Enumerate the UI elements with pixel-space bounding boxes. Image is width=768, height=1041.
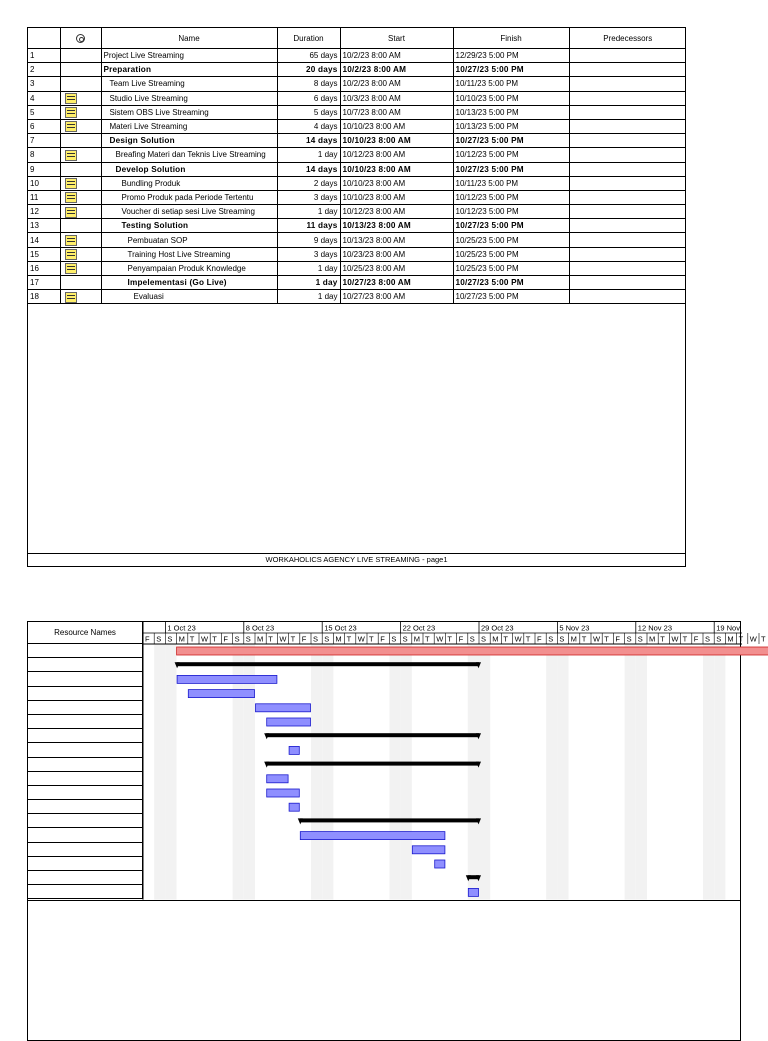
task-predecessors[interactable] [569, 219, 686, 233]
day-letter: M [492, 634, 499, 644]
resource-row[interactable] [28, 758, 143, 772]
task-start[interactable]: 10/10/23 8:00 AM [340, 162, 453, 176]
day-letter: T [761, 634, 766, 644]
day-letter: F [380, 634, 385, 644]
info-icon [76, 34, 85, 43]
table-row[interactable] [28, 63, 686, 77]
day-letter: S [716, 634, 722, 644]
notes-icon[interactable] [65, 235, 77, 246]
task-start[interactable]: 10/27/23 8:00 AM [340, 290, 453, 304]
table-row[interactable] [28, 190, 686, 204]
task-indicator[interactable] [60, 49, 101, 63]
resource-row[interactable] [28, 814, 143, 828]
header-start[interactable]: Start [340, 28, 453, 49]
task-start[interactable]: 10/7/23 8:00 AM [340, 105, 453, 119]
task-duration[interactable]: 1 day [277, 290, 340, 304]
resource-row[interactable] [28, 644, 143, 658]
task-predecessors[interactable] [569, 276, 686, 290]
task-predecessors[interactable] [569, 134, 686, 148]
task-bar [468, 888, 478, 896]
notes-icon[interactable] [65, 150, 77, 161]
task-bar [300, 832, 445, 840]
task-indicator[interactable] [60, 119, 101, 133]
task-finish[interactable]: 10/13/23 5:00 PM [453, 105, 569, 119]
day-letter: S [313, 634, 319, 644]
task-bar [267, 775, 288, 783]
week-label: 5 Nov 23 [559, 623, 590, 633]
task-start[interactable]: 10/10/23 8:00 AM [340, 176, 453, 190]
task-name[interactable]: Studio Live Streaming [101, 91, 277, 105]
table-row[interactable] [28, 233, 686, 247]
header-name[interactable]: Name [101, 28, 277, 49]
day-letter: T [425, 634, 430, 644]
task-name[interactable]: Voucher di setiap sesi Live Streaming [101, 205, 277, 219]
resource-row[interactable] [28, 687, 143, 701]
day-letter: F [301, 634, 307, 644]
task-finish[interactable]: 10/27/23 5:00 PM [453, 63, 569, 77]
task-indicator[interactable] [60, 247, 101, 261]
week-label: 29 Oct 23 [481, 623, 514, 633]
task-name[interactable]: Sistem OBS Live Streaming [101, 105, 277, 119]
resource-row[interactable] [28, 701, 143, 715]
task-duration[interactable]: 14 days [277, 162, 340, 176]
day-letter: T [682, 634, 688, 644]
day-letter: S [469, 634, 475, 644]
task-finish[interactable]: 10/10/23 5:00 PM [453, 91, 569, 105]
task-id[interactable]: 2 [28, 63, 60, 77]
task-duration[interactable]: 65 days [277, 49, 340, 63]
header-id[interactable] [28, 28, 60, 49]
task-table [28, 28, 686, 304]
task-finish[interactable]: 10/27/23 5:00 PM [453, 134, 569, 148]
task-predecessors[interactable] [569, 162, 686, 176]
task-name[interactable]: Pembuatan SOP [101, 233, 277, 247]
gantt-chart [143, 622, 766, 902]
table-row[interactable] [28, 261, 686, 275]
task-start[interactable]: 10/12/23 8:00 AM [340, 148, 453, 162]
task-id[interactable]: 8 [28, 148, 60, 162]
task-duration[interactable]: 5 days [277, 105, 340, 119]
task-id[interactable]: 13 [28, 219, 60, 233]
task-duration[interactable]: 6 days [277, 91, 340, 105]
weekend-shade [479, 644, 490, 900]
weekend-shade [546, 644, 557, 900]
task-duration[interactable]: 1 day [277, 205, 340, 219]
task-duration[interactable]: 9 days [277, 233, 340, 247]
task-duration[interactable]: 3 days [277, 190, 340, 204]
task-predecessors[interactable] [569, 205, 686, 219]
task-predecessors[interactable] [569, 49, 686, 63]
summary-bar [266, 762, 479, 766]
task-bar [256, 704, 311, 712]
notes-icon[interactable] [65, 263, 77, 274]
page-footer: WORKAHOLICS AGENCY LIVE STREAMING - page1 [28, 553, 685, 566]
day-letter: F [615, 634, 620, 644]
resource-row[interactable] [28, 843, 143, 857]
notes-icon[interactable] [65, 178, 77, 189]
table-row[interactable] [28, 105, 686, 119]
day-letter: S [481, 634, 487, 644]
task-predecessors[interactable] [569, 105, 686, 119]
task-name[interactable]: Training Host Live Streaming [101, 247, 277, 261]
task-name[interactable]: Project Live Streaming [101, 49, 277, 63]
task-indicator[interactable] [60, 190, 101, 204]
task-name[interactable]: Materi Live Streaming [101, 119, 277, 133]
task-predecessors[interactable] [569, 77, 686, 91]
task-indicator[interactable] [60, 261, 101, 275]
task-id[interactable]: 9 [28, 162, 60, 176]
task-body [28, 49, 686, 304]
header-indicators[interactable] [60, 28, 101, 49]
task-duration[interactable]: 1 day [277, 148, 340, 162]
task-start[interactable]: 10/27/23 8:00 AM [340, 276, 453, 290]
table-row[interactable] [28, 49, 686, 63]
task-id[interactable]: 11 [28, 190, 60, 204]
task-finish[interactable]: 10/13/23 5:00 PM [453, 119, 569, 133]
task-predecessors[interactable] [569, 261, 686, 275]
gantt-divider [28, 900, 740, 901]
task-indicator[interactable] [60, 148, 101, 162]
task-start[interactable]: 10/13/23 8:00 AM [340, 219, 453, 233]
task-id[interactable]: 3 [28, 77, 60, 91]
day-letter: M [335, 634, 342, 644]
task-duration[interactable]: 1 day [277, 261, 340, 275]
task-start[interactable]: 10/10/23 8:00 AM [340, 190, 453, 204]
task-start[interactable]: 10/10/23 8:00 AM [340, 134, 453, 148]
task-predecessors[interactable] [569, 91, 686, 105]
task-indicator[interactable] [60, 77, 101, 91]
gantt-sheet [27, 621, 766, 1041]
task-finish[interactable]: 10/27/23 5:00 PM [453, 219, 569, 233]
day-letter: T [290, 634, 296, 644]
week-label: 1 Oct 23 [167, 623, 196, 633]
task-duration[interactable]: 11 days [277, 219, 340, 233]
weekend-shade [154, 644, 165, 900]
table-row[interactable] [28, 219, 686, 233]
day-letter: S [234, 634, 240, 644]
task-bar [188, 690, 254, 698]
weekend-shade [636, 644, 647, 900]
task-id[interactable]: 16 [28, 261, 60, 275]
weekend-shade [625, 644, 636, 900]
task-name[interactable]: Preparation [101, 63, 277, 77]
task-bar [289, 746, 299, 754]
task-finish[interactable]: 10/12/23 5:00 PM [453, 205, 569, 219]
day-letter: M [257, 634, 264, 644]
day-letter: W [749, 634, 757, 644]
resource-row[interactable] [28, 800, 143, 814]
task-indicator[interactable] [60, 276, 101, 290]
table-row[interactable] [28, 162, 686, 176]
summary-bar [177, 662, 479, 666]
task-start[interactable]: 10/23/23 8:00 AM [340, 247, 453, 261]
day-letter: S [705, 634, 711, 644]
task-name[interactable]: Impelementasi (Go Live) [101, 276, 277, 290]
day-letter: M [570, 634, 577, 644]
task-duration[interactable]: 20 days [277, 63, 340, 77]
day-letter: S [402, 634, 408, 644]
day-letter: W [279, 634, 287, 644]
day-letter: W [593, 634, 601, 644]
day-letter: M [649, 634, 656, 644]
task-name[interactable]: Design Solution [101, 134, 277, 148]
resource-column [28, 622, 143, 899]
task-duration[interactable]: 8 days [277, 77, 340, 91]
task-predecessors[interactable] [569, 148, 686, 162]
task-finish[interactable]: 10/11/23 5:00 PM [453, 77, 569, 91]
day-letter: T [447, 634, 452, 644]
day-letter: F [145, 634, 150, 644]
task-sheet [27, 27, 686, 567]
task-finish[interactable]: 10/25/23 5:00 PM [453, 233, 569, 247]
table-row[interactable] [28, 91, 686, 105]
week-label: 12 Nov 23 [637, 623, 673, 633]
header-finish[interactable]: Finish [453, 28, 569, 49]
task-name[interactable]: Evaluasi [101, 290, 277, 304]
day-letter: W [671, 634, 679, 644]
summary-bar [300, 818, 479, 822]
task-start[interactable]: 10/10/23 8:00 AM [340, 119, 453, 133]
day-letter: W [514, 634, 522, 644]
table-row[interactable] [28, 205, 686, 219]
day-letter: M [178, 634, 185, 644]
task-start[interactable]: 10/3/23 8:00 AM [340, 91, 453, 105]
task-indicator[interactable] [60, 176, 101, 190]
task-id[interactable]: 4 [28, 91, 60, 105]
weekend-shade [401, 644, 412, 900]
day-letter: S [324, 634, 330, 644]
resource-row[interactable] [28, 772, 143, 786]
task-indicator[interactable] [60, 233, 101, 247]
task-finish[interactable]: 10/27/23 5:00 PM [453, 162, 569, 176]
task-bar [267, 789, 300, 797]
day-letter: M [413, 634, 421, 644]
notes-icon[interactable] [65, 292, 77, 303]
task-name[interactable]: Team Live Streaming [101, 77, 277, 91]
resource-row[interactable] [28, 743, 143, 757]
task-predecessors[interactable] [569, 176, 686, 190]
day-letter: F [223, 634, 228, 644]
resource-row[interactable] [28, 729, 143, 743]
day-letter: S [391, 634, 397, 644]
weekend-shade [703, 644, 714, 900]
resource-row[interactable] [28, 715, 143, 729]
weekend-shade [468, 644, 479, 900]
resource-row[interactable] [28, 871, 143, 885]
task-name[interactable]: Penyampaian Produk Knowledge [101, 261, 277, 275]
day-letter: W [357, 634, 365, 644]
header-duration[interactable]: Duration [277, 28, 340, 49]
resource-row[interactable] [28, 658, 143, 672]
day-letter: T [268, 634, 273, 644]
task-duration[interactable]: 1 day [277, 276, 340, 290]
day-letter: S [245, 634, 251, 644]
weekend-shade [557, 644, 568, 900]
resource-row[interactable] [28, 885, 143, 899]
resource-row[interactable] [28, 857, 143, 871]
notes-icon[interactable] [65, 192, 77, 203]
task-name[interactable]: Promo Produk pada Periode Tertentu [101, 190, 277, 204]
task-id[interactable]: 5 [28, 105, 60, 119]
task-start[interactable]: 10/2/23 8:00 AM [340, 49, 453, 63]
task-indicator[interactable] [60, 290, 101, 304]
task-indicator[interactable] [60, 91, 101, 105]
notes-icon[interactable] [65, 207, 77, 218]
day-letter: T [604, 634, 609, 644]
resource-row[interactable] [28, 828, 143, 842]
task-indicator[interactable] [60, 162, 101, 176]
project-bar [177, 647, 768, 655]
task-start[interactable]: 10/2/23 8:00 AM [340, 63, 453, 77]
task-bar [412, 846, 445, 854]
task-indicator[interactable] [60, 219, 101, 233]
task-start[interactable]: 10/13/23 8:00 AM [340, 233, 453, 247]
task-name[interactable]: Bundling Produk [101, 176, 277, 190]
table-row[interactable] [28, 276, 686, 290]
task-name[interactable]: Develop Solution [101, 162, 277, 176]
day-letter: T [581, 634, 587, 644]
task-id[interactable]: 10 [28, 176, 60, 190]
day-letter: T [738, 634, 744, 644]
task-predecessors[interactable] [569, 190, 686, 204]
table-header-row [28, 28, 686, 49]
task-duration[interactable]: 14 days [277, 134, 340, 148]
task-id[interactable]: 7 [28, 134, 60, 148]
task-predecessors[interactable] [569, 247, 686, 261]
task-duration[interactable]: 3 days [277, 247, 340, 261]
task-predecessors[interactable] [569, 290, 686, 304]
weekend-shade [322, 644, 333, 900]
task-duration[interactable]: 4 days [277, 119, 340, 133]
weekend-shade [311, 644, 322, 900]
table-row[interactable] [28, 148, 686, 162]
task-name[interactable]: Testing Solution [101, 219, 277, 233]
weekend-shade [714, 644, 725, 900]
task-indicator[interactable] [60, 134, 101, 148]
week-label: 19 Nov [716, 623, 740, 633]
notes-icon[interactable] [65, 107, 77, 118]
notes-icon[interactable] [65, 93, 77, 104]
task-finish[interactable]: 10/25/23 5:00 PM [453, 261, 569, 275]
task-name[interactable]: Breafing Materi dan Teknis Live Streaming [101, 148, 277, 162]
task-id[interactable]: 18 [28, 290, 60, 304]
notes-icon[interactable] [65, 249, 77, 260]
task-indicator[interactable] [60, 63, 101, 77]
week-label: 22 Oct 23 [402, 623, 436, 633]
table-row[interactable] [28, 290, 686, 304]
weekend-shade [389, 644, 400, 900]
task-predecessors[interactable] [569, 233, 686, 247]
task-start[interactable]: 10/2/23 8:00 AM [340, 77, 453, 91]
task-id[interactable]: 14 [28, 233, 60, 247]
task-bar [435, 860, 445, 868]
task-id[interactable]: 1 [28, 49, 60, 63]
day-letter: T [660, 634, 665, 644]
resource-names-header[interactable]: Resource Names [28, 622, 143, 644]
resource-row[interactable] [28, 786, 143, 800]
task-bar [177, 675, 277, 683]
day-letter: S [156, 634, 162, 644]
task-id[interactable]: 17 [28, 276, 60, 290]
day-letter: T [212, 634, 217, 644]
week-label: 8 Oct 23 [245, 623, 275, 633]
day-letter: S [559, 634, 565, 644]
day-letter: W [436, 634, 444, 644]
table-row[interactable] [28, 247, 686, 261]
day-letter: S [637, 634, 643, 644]
task-finish[interactable]: 10/27/23 5:00 PM [453, 290, 569, 304]
week-label: 15 Oct 23 [324, 623, 357, 633]
task-start[interactable]: 10/25/23 8:00 AM [340, 261, 453, 275]
task-finish[interactable]: 10/27/23 5:00 PM [453, 276, 569, 290]
day-letter: M [727, 634, 734, 644]
task-indicator[interactable] [60, 105, 101, 119]
task-id[interactable]: 6 [28, 119, 60, 133]
table-row[interactable] [28, 134, 686, 148]
day-letter: S [167, 634, 173, 644]
day-letter: T [189, 634, 195, 644]
task-indicator[interactable] [60, 205, 101, 219]
day-letter: T [369, 634, 374, 644]
weekend-shade [165, 644, 176, 900]
task-finish[interactable]: 12/29/23 5:00 PM [453, 49, 569, 63]
day-letter: F [458, 634, 464, 644]
resource-row[interactable] [28, 672, 143, 686]
day-letter: F [537, 634, 542, 644]
notes-icon[interactable] [65, 121, 77, 132]
day-letter: F [693, 634, 699, 644]
day-letter: T [525, 634, 531, 644]
task-start[interactable]: 10/12/23 8:00 AM [340, 205, 453, 219]
table-row[interactable] [28, 119, 686, 133]
task-bar [267, 718, 311, 726]
task-finish[interactable]: 10/12/23 5:00 PM [453, 148, 569, 162]
resource-rows [28, 644, 143, 899]
day-letter: S [548, 634, 554, 644]
task-finish[interactable]: 10/12/23 5:00 PM [453, 190, 569, 204]
gantt-timeline [143, 622, 766, 902]
header-predecessors[interactable]: Predecessors [569, 28, 686, 49]
day-letter: T [346, 634, 352, 644]
day-letter: S [626, 634, 632, 644]
task-id[interactable]: 15 [28, 247, 60, 261]
task-bar [289, 803, 299, 811]
day-letter: W [201, 634, 209, 644]
day-letter: T [503, 634, 508, 644]
table-row[interactable] [28, 77, 686, 91]
task-id[interactable]: 12 [28, 205, 60, 219]
task-predecessors[interactable] [569, 63, 686, 77]
task-predecessors[interactable] [569, 119, 686, 133]
task-finish[interactable]: 10/11/23 5:00 PM [453, 176, 569, 190]
task-duration[interactable]: 2 days [277, 176, 340, 190]
summary-bar [266, 733, 479, 737]
table-row[interactable] [28, 176, 686, 190]
task-finish[interactable]: 10/25/23 5:00 PM [453, 247, 569, 261]
